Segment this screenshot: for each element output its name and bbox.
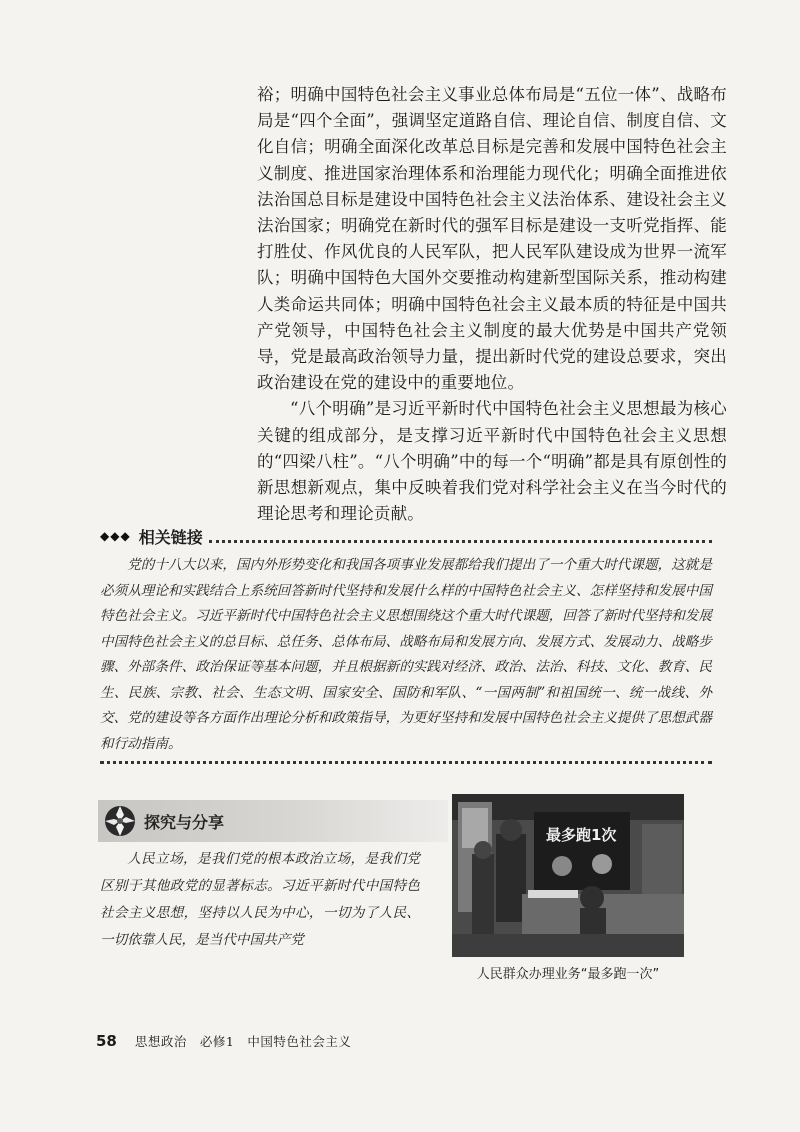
main-paragraph-1: 裕；明确中国特色社会主义事业总体布局是“五位一体”、战略布局是“四个全面”，强调坚定道路自信、理论自信、制度自信、文化自信；明确全面深化改革总目标是完善和发展中国特色社会主义制度、推进国家治理体系和治理能力现代化；明确全面推进依法治国总目标是建设中国特色社会主义法治体系、建设社会主义法治国家；明确党在新时代的强军目标是建设一支听党指挥、能打胜仗、作风优良的人民军队，把人民军队建设成为世界一流军队；明确中国特色大国外交要推动构建新型国际关系，推动构建人类命运共同体；明确中国特色社会主义最本质的特征是中国共产党领导，中国特色社会主义制度的最大优势是中国共产党领导，党是最高政治领导力量，提出新时代党的建设总要求，突出政治建设在党的建设中的重要地位。 <box>257 85 727 393</box>
related-link-text: 党的十八大以来，国内外形势变化和我国各项事业发展都给我们提出了一个重大时代课题，这就是必须从理论和实践结合上系统回答新时代坚持和发展什么样的中国特色社会主义、怎样坚持和发展中国特色社会主义。习近平新时代中国特色社会主义思想围绕这个重大时代课题，回答了新时代坚持和发展中国特色社会主义的总目标、总任务、总体布局、战略布局和发展方向、发展方式、发展动力、战略步骤、外部条件、政治保证等基本问题，并且根据新的实践对经济、政治、法治、科技、文化、教育、民生、民族、宗教、社会、生态文明、国家安全、国防和军队、“一国两制”和祖国统一、统一战线、外交、党的建设等各方面作出理论分析和政策指导，为更好坚持和发展中国特色社会主义提供了思想武器和行动指南。 <box>100 557 712 752</box>
book-info: 思想政治 必修1 中国特色社会主义 <box>134 1034 352 1049</box>
photo-sign-text: 最多跑1次 <box>546 826 617 844</box>
service-hall-photo <box>452 794 684 957</box>
main-text <box>257 82 727 527</box>
related-link-box <box>100 525 712 764</box>
main-paragraph-2: “八个明确”是习近平新时代中国特色社会主义思想最为核心关键的组成部分，是支撑习近平新时代中国特色社会主义思想的“四梁八柱”。“八个明确”中的每一个“明确”都是具有原创性的新思想新观点，集中反映着我们党对科学社会主义在当今时代的理论思考和理论贡献。 <box>257 399 727 524</box>
dotted-divider-bottom <box>100 761 712 764</box>
diamond-icons: ◆◆◆ <box>100 529 131 543</box>
explore-share-text: 人民立场，是我们党的根本政治立场，是我们党区别于其他政党的显著标志。习近平新时代中国特色社会主义思想，坚持以人民为中心，一切为了人民、一切依靠人民，是当代中国共产党 <box>100 851 420 948</box>
related-link-header <box>100 525 712 547</box>
page-number: 58 <box>96 1032 117 1050</box>
page-footer <box>96 1032 351 1050</box>
dotted-divider-top <box>209 530 712 543</box>
explore-share-header <box>98 800 448 842</box>
photo-illustration <box>452 794 684 957</box>
related-link-title: 相关链接 <box>138 527 203 547</box>
photo-caption: 人民群众办理业务“最多跑一次” <box>476 967 660 982</box>
explore-ball-icon <box>102 803 138 839</box>
explore-share-title: 探究与分享 <box>144 812 225 832</box>
